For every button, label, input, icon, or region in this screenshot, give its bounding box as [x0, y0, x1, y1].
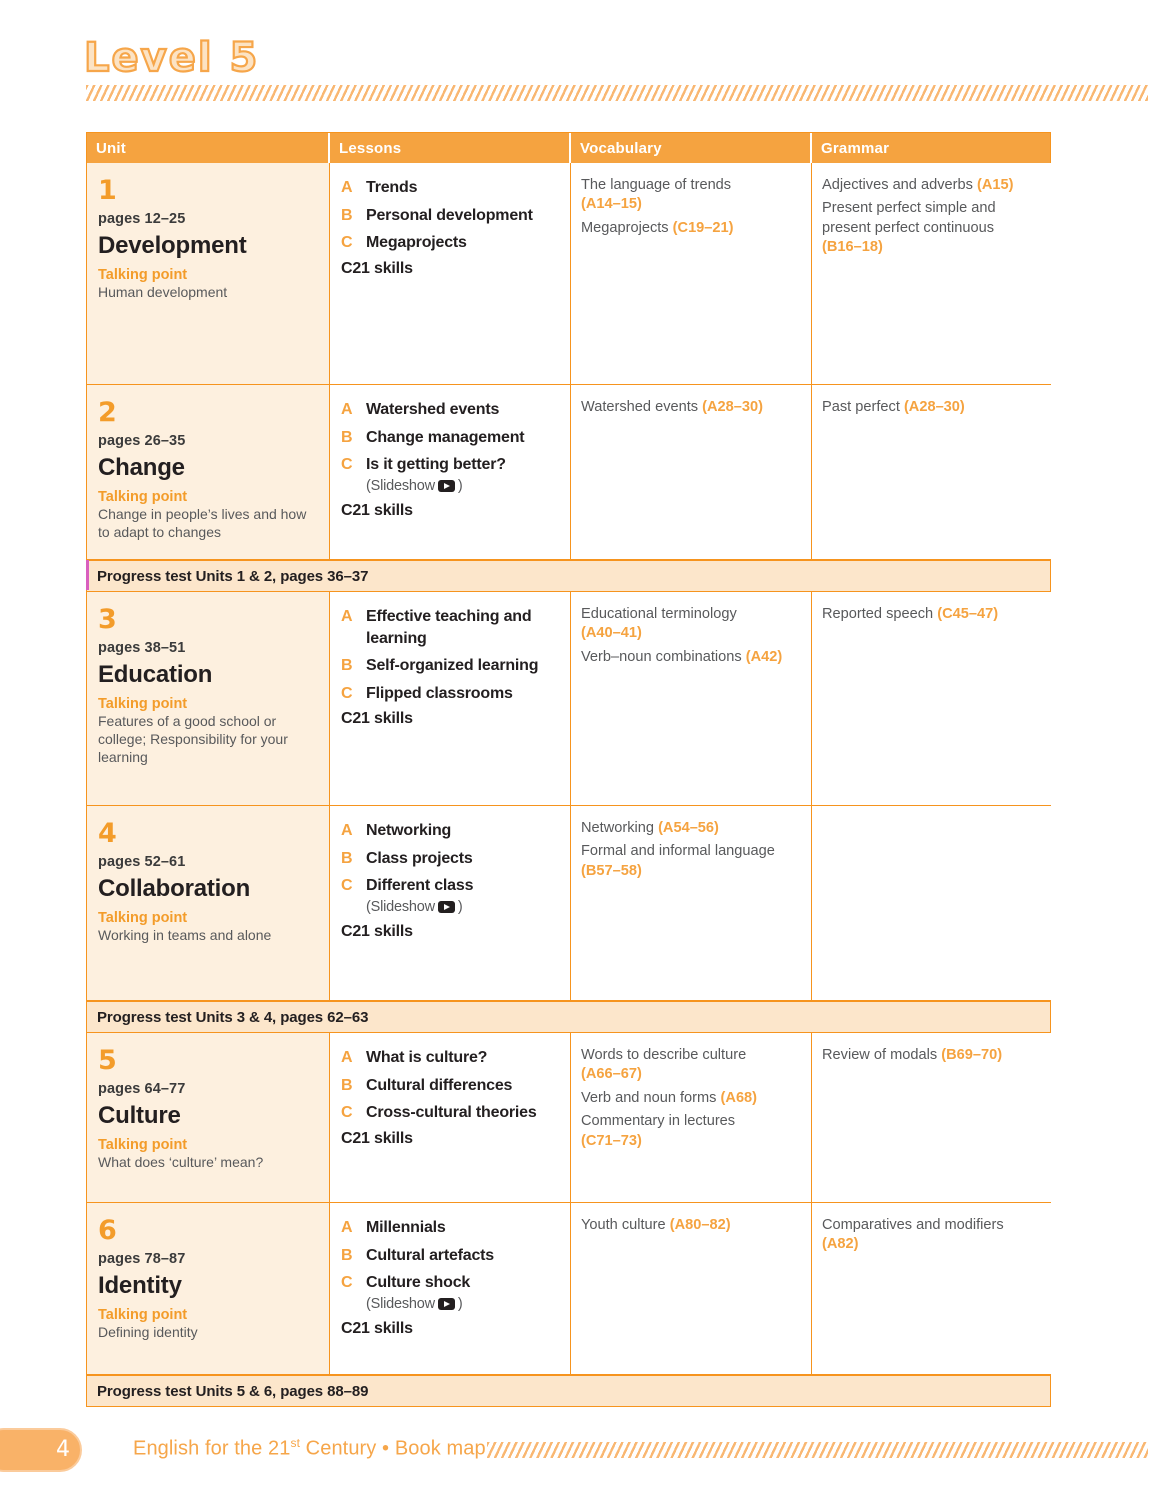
c21-skills-label: C21 skills [341, 501, 413, 519]
lesson-letter: B [341, 657, 353, 675]
vg-item: Educational terminology (A40–41) [581, 606, 737, 642]
lesson-title: Cultural differences [366, 1076, 513, 1094]
grammar-cell [812, 806, 1052, 1000]
unit-pages: pages 64–77 [98, 1081, 186, 1097]
lesson-letter: A [341, 1049, 353, 1066]
lesson-letter: C [341, 877, 353, 895]
vg-item: Adjectives and adverbs (A15) [822, 177, 1014, 193]
talking-point-text: Change in people’s lives and how to adapt to changes [98, 506, 307, 541]
vg-item: Verb–noun combinations (A42) [581, 648, 783, 665]
talking-point-text: Features of a good school or college; Responsibility for your learning [98, 713, 288, 765]
slideshow-label: (Slideshow [366, 1295, 435, 1312]
lesson-line [341, 1047, 560, 1069]
c21-skills-label: C21 skills [341, 1319, 413, 1337]
unit-cell [87, 1033, 330, 1202]
unit-name: Collaboration [98, 875, 251, 902]
lesson-title: Megaprojects [366, 234, 467, 252]
vg-item: Watershed events (A28–30) [581, 399, 763, 415]
unit-cell [87, 385, 330, 559]
unit-number: 4 [98, 818, 117, 849]
table-row [87, 1203, 1050, 1375]
lesson-letter: C [341, 1274, 353, 1292]
lesson-title: Personal development [366, 206, 533, 224]
lesson-letter: C [341, 684, 353, 702]
lesson-line [341, 848, 560, 870]
vocabulary-cell [571, 385, 812, 559]
page-header [0, 0, 1154, 112]
lesson-title: Class projects [366, 849, 473, 867]
lessons-cell [330, 1033, 571, 1202]
vocabulary-cell [571, 592, 812, 805]
lessons-cell [330, 1203, 571, 1374]
grammar-cell [812, 592, 1052, 805]
slideshow-label: (Slideshow [366, 898, 435, 915]
talking-point-text: Working in teams and alone [98, 927, 272, 944]
table-row [87, 1033, 1050, 1203]
vg-item: The language of trends (A14–15) [581, 177, 732, 213]
lesson-letter: C [341, 234, 353, 252]
lesson-line [341, 820, 560, 842]
unit-cell [87, 1203, 330, 1374]
progress-test-row: Progress test Units 5 & 6, pages 88–89 [87, 1375, 1050, 1406]
slideshow-note [366, 898, 473, 917]
vocabulary-cell [571, 163, 812, 384]
play-icon [438, 480, 455, 492]
grammar-cell [812, 385, 1052, 559]
lesson-letter: A [341, 1219, 353, 1236]
vg-item: Formal and informal language (B57–58) [581, 843, 775, 879]
talking-point-label: Talking point [98, 696, 188, 713]
lesson-line [341, 875, 560, 916]
footer-title-part1: English for the 21 [133, 1437, 291, 1460]
c21-skills-label: C21 skills [341, 259, 413, 277]
lesson-title: Effective teaching and learning [366, 608, 532, 647]
unit-pages: pages 52–61 [98, 854, 186, 870]
talking-point-label: Talking point [98, 267, 188, 284]
lesson-line [341, 1075, 560, 1097]
talking-point-text: Defining identity [98, 1324, 198, 1341]
lesson-line [341, 427, 560, 449]
play-icon [438, 1298, 455, 1310]
vg-item: Verb and noun forms (A68) [581, 1089, 758, 1106]
lesson-title: Self-organized learning [366, 657, 539, 675]
slideshow-close-paren: ) [457, 898, 463, 915]
lessons-cell [330, 806, 571, 1000]
unit-number: 1 [98, 175, 117, 206]
unit-pages: pages 78–87 [98, 1251, 186, 1267]
lesson-title: Cross-cultural theories [366, 1104, 537, 1122]
lesson-line [341, 1245, 560, 1267]
unit-cell [87, 592, 330, 805]
unit-name: Identity [98, 1272, 182, 1299]
lesson-line [341, 177, 560, 199]
talking-point-text: Human development [98, 284, 228, 301]
table-row [87, 592, 1050, 806]
lesson-title: Watershed events [366, 401, 500, 418]
progress-test-row: Progress test Units 3 & 4, pages 62–63 [87, 1001, 1050, 1033]
footer-hatch-divider [487, 1442, 1148, 1458]
lesson-line [341, 683, 560, 705]
unit-number: 3 [98, 604, 117, 635]
lesson-title: Cultural artefacts [366, 1246, 494, 1264]
table-header-row [87, 133, 1050, 163]
unit-cell [87, 806, 330, 1000]
vg-item: Past perfect (A28–30) [822, 399, 965, 415]
vg-item: Youth culture (A80–82) [581, 1217, 731, 1233]
talking-point-label: Talking point [98, 1307, 188, 1324]
lesson-title: Millennials [366, 1219, 446, 1236]
lesson-letter: B [341, 1246, 353, 1264]
play-icon [438, 901, 455, 913]
lesson-letter: A [341, 822, 353, 839]
footer-title [133, 1436, 486, 1461]
slideshow-label: (Slideshow [366, 477, 435, 494]
lesson-letter: C [341, 456, 353, 474]
lesson-line [341, 399, 560, 421]
lesson-line [341, 232, 560, 254]
talking-point-label: Talking point [98, 1137, 188, 1154]
unit-number: 2 [98, 397, 117, 428]
lesson-title: What is culture? [366, 1049, 488, 1066]
unit-cell [87, 163, 330, 384]
book-map-table [86, 132, 1051, 1407]
unit-pages: pages 38–51 [98, 640, 186, 656]
progress-test-row: Progress test Units 1 & 2, pages 36–37 [87, 560, 1050, 592]
lesson-line [341, 655, 560, 677]
vg-item: Words to describe culture (A66–67) [581, 1047, 747, 1083]
unit-number: 5 [98, 1045, 117, 1076]
vg-item: Reported speech (C45–47) [822, 606, 999, 622]
lesson-line [341, 454, 560, 495]
lesson-letter: B [341, 206, 353, 224]
footer-title-part2: Century • Book map [300, 1437, 486, 1460]
vocabulary-cell [571, 806, 812, 1000]
footer-title-ordinal: st [290, 1436, 301, 1450]
vg-item: Review of modals (B69–70) [822, 1047, 1003, 1063]
column-header-grammar: Grammar [821, 139, 890, 157]
vg-item: Present perfect simple and present perfect continuous (B16–18) [822, 200, 996, 256]
lesson-letter: B [341, 849, 353, 867]
lesson-letter: A [341, 401, 353, 418]
lessons-cell [330, 385, 571, 559]
table-row [87, 806, 1050, 1001]
column-header-unit: Unit [87, 133, 330, 163]
page-footer [0, 1428, 1154, 1480]
lesson-title: Trends [366, 179, 418, 196]
slideshow-close-paren: ) [457, 477, 463, 494]
column-header-lessons: Lessons [330, 133, 571, 163]
lesson-letter: B [341, 428, 353, 446]
page-number: 4 [56, 1437, 70, 1462]
page-title: Level 5 [84, 35, 260, 81]
lesson-line [341, 1102, 560, 1124]
unit-pages: pages 12–25 [98, 211, 186, 227]
c21-skills-label: C21 skills [341, 710, 413, 728]
table-row [87, 385, 1050, 560]
vocabulary-cell [571, 1033, 812, 1202]
talking-point-label: Talking point [98, 489, 188, 506]
lesson-line [341, 205, 560, 227]
lesson-line [341, 1217, 560, 1239]
table-row [87, 163, 1050, 385]
lesson-line [341, 606, 560, 649]
unit-number: 6 [98, 1215, 117, 1246]
unit-pages: pages 26–35 [98, 433, 186, 449]
c21-skills-label: C21 skills [341, 1129, 413, 1147]
grammar-cell [812, 1203, 1052, 1374]
column-header-vocabulary: Vocabulary [571, 133, 812, 163]
lesson-letter: A [341, 608, 353, 625]
lesson-title: Flipped classrooms [366, 684, 513, 702]
lesson-title: Different class (Slideshow ) [366, 877, 474, 915]
grammar-cell [812, 1033, 1052, 1202]
vg-item: Networking (A54–56) [581, 820, 719, 836]
slideshow-note [366, 477, 506, 496]
lesson-letter: A [341, 179, 353, 196]
table-body [87, 163, 1050, 1406]
slideshow-note [366, 1295, 470, 1314]
lesson-letter: B [341, 1076, 353, 1094]
slideshow-close-paren: ) [457, 1295, 463, 1312]
vocabulary-cell [571, 1203, 812, 1374]
unit-name: Culture [98, 1102, 181, 1129]
header-hatch-divider [86, 85, 1148, 101]
vg-item: Commentary in lectures (C71–73) [581, 1113, 736, 1149]
lesson-title: Is it getting better? (Slideshow ) [366, 456, 506, 494]
lessons-cell [330, 592, 571, 805]
vg-item: Comparatives and modifiers (A82) [822, 1217, 1004, 1253]
lessons-cell [330, 163, 571, 384]
unit-name: Education [98, 661, 213, 688]
grammar-cell [812, 163, 1052, 384]
vg-item: Megaprojects (C19–21) [581, 219, 734, 236]
lesson-letter: C [341, 1104, 353, 1122]
talking-point-label: Talking point [98, 910, 188, 927]
lesson-title: Change management [366, 428, 525, 446]
lesson-title: Networking [366, 822, 452, 839]
lesson-line [341, 1272, 560, 1313]
lesson-title: Culture shock (Slideshow ) [366, 1274, 471, 1312]
c21-skills-label: C21 skills [341, 922, 413, 940]
talking-point-text: What does ‘culture’ mean? [98, 1154, 264, 1171]
unit-name: Change [98, 454, 185, 481]
unit-name: Development [98, 232, 247, 259]
